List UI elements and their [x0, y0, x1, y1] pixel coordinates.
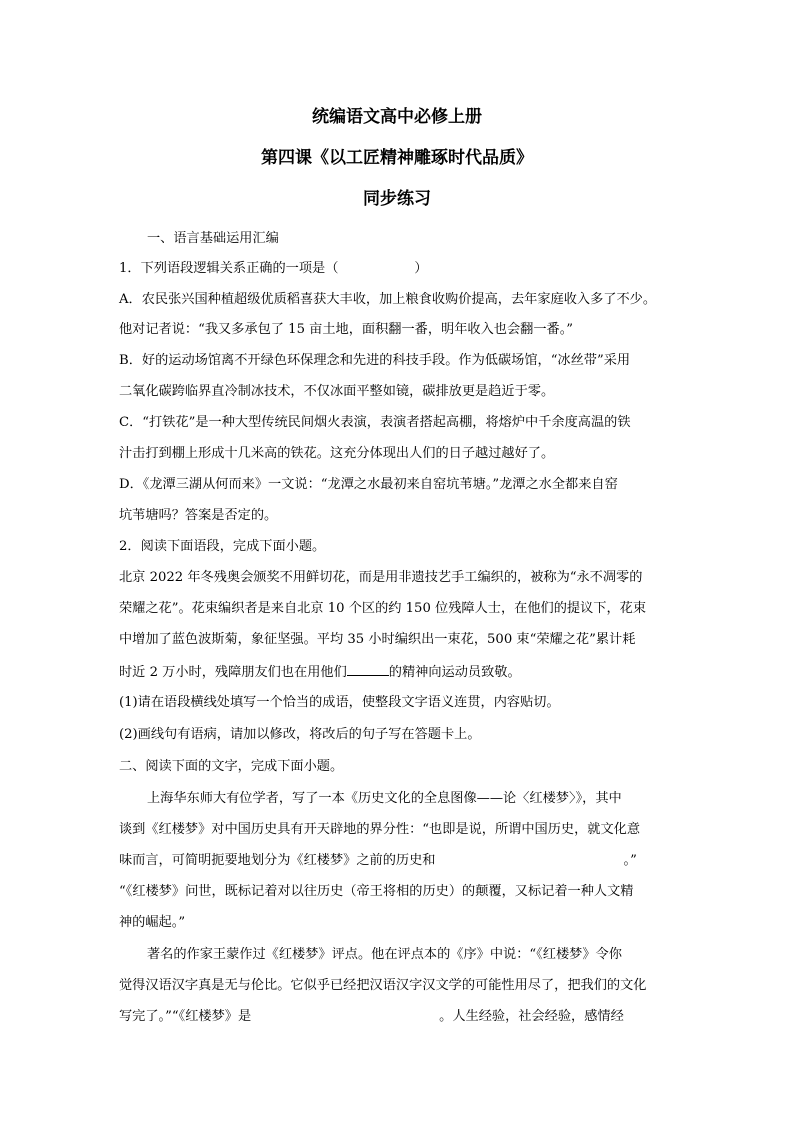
passage-line-2: 荣耀之花”。花束编织者是来自北京 10 个区的约 150 位残障人士，在他们的提议下，花束	[119, 601, 647, 616]
section2-heading: 二、阅读下面的文字，完成下面小题。	[119, 759, 344, 774]
option-d-line-2: 坑苇塘吗？答案是否定的。	[119, 508, 278, 523]
sub-question-1: (1)请在语段横线处填写一个恰当的成语，使整段文字语义连贯，内容贴切。	[119, 695, 560, 710]
option-c-line-1: C．“打铁花”是一种大型传统民间烟火表演，表演者搭起高棚，将熔炉中千余度高温的铁	[119, 415, 631, 430]
option-b-line-2: 二氧化碳跨临界直冷制冰技术，不仅冰面平整如镜，碳排放更是趋近于零。	[119, 384, 555, 399]
option-a-line-2: 他对记者说：“我又多承包了 15 亩土地，面积翻一番，明年收入也会翻一番。”	[119, 322, 574, 337]
reading-p1-line-3-end: 。”	[623, 853, 637, 868]
reading-p1-line-4: “《红楼梦》问世，既标记着对以往历史（帝王将相的历史）的颠覆，又标记着一种人文精	[119, 884, 634, 899]
reading-p2-line-2: 觉得汉语汉字真是无与伦比。它似乎已经把汉语汉字汉文学的可能性用尽了，把我们的文化	[119, 978, 647, 993]
reading-p1-line-3-text: 味而言，可简明扼要地划分为《红楼梦》之前的历史和	[119, 853, 436, 868]
section1-heading: 一、语言基础运用汇编	[147, 231, 279, 246]
option-a-line-1: A．农民张兴国种植超级优质稻喜获大丰收，加上粮食收购价提高，去年家庭收入多了不少。	[119, 292, 657, 307]
reading-p2-line-4-end: 。人生经验，社会经验，感情经	[439, 1009, 624, 1024]
lesson-title: 第四课《以工匠精神雕琢时代品质》	[261, 148, 533, 168]
reading-p1-line-2: 谈到《红楼梦》对中国历史具有开天辟地的界分性：“也即是说，所谓中国历史，就文化意	[119, 822, 641, 837]
reading-p2-line-4-text: 写完了。”“《红楼梦》是	[119, 1009, 252, 1024]
question-2-stem: 2．阅读下面语段，完成下面小题。	[119, 539, 326, 554]
document-title: 统编语文高中必修上册	[312, 107, 482, 127]
exercise-subtitle: 同步练习	[363, 189, 431, 209]
passage-line-4-end: 的精神向运动员致敬。	[388, 665, 521, 680]
passage-line-3: 中增加了蓝色波斯菊，象征坚强。平均 35 小时编织出一束花，500 束“荣耀之花”累计耗	[119, 632, 636, 647]
option-c-line-2: 汁击打到棚上形成十几米高的铁花。这充分体现出人们的日子越过越好了。	[119, 446, 555, 461]
question-1-stem	[119, 259, 428, 279]
fill-in-blank	[347, 661, 389, 676]
passage-line-4	[119, 661, 521, 683]
passage-line-1: 北京 2022 年冬残奥会颁奖不用鲜切花，而是用非遗技艺手工编织的，被称为“永不凋零的	[119, 570, 643, 585]
reading-p1-line-1: 上海华东师大有位学者，写了一本《历史文化的全息图像——论〈红楼梦〉》，其中	[147, 791, 622, 806]
question-1-stem-text: 1．下列语段逻辑关系正确的一项是（	[119, 261, 339, 276]
reading-p2-line-1: 著名的作家王蒙作过《红楼梦》评点。他在评点本的《序》中说：“《红楼梦》令你	[147, 947, 622, 962]
sub-question-2: (2)画线句有语病，请加以修改，将改后的句子写在答题卡上。	[119, 727, 481, 742]
option-d-line-1: D．《龙潭三湖从何而来》一文说：“龙潭之水最初来自窑坑苇塘。”龙潭之水全都来自窑	[119, 477, 618, 492]
reading-p1-line-5: 神的崛起。”	[119, 915, 186, 930]
reading-p2-line-4	[119, 1007, 624, 1027]
passage-line-4-text: 时近 2 万小时，残障朋友们也在用他们	[119, 665, 347, 680]
option-b-line-1: B．好的运动场馆离不开绿色环保理念和先进的科技手段。作为低碳场馆，“冰丝带”采用	[119, 353, 631, 368]
question-1-stem-close: ）	[414, 261, 428, 276]
reading-p1-line-3	[119, 851, 637, 871]
